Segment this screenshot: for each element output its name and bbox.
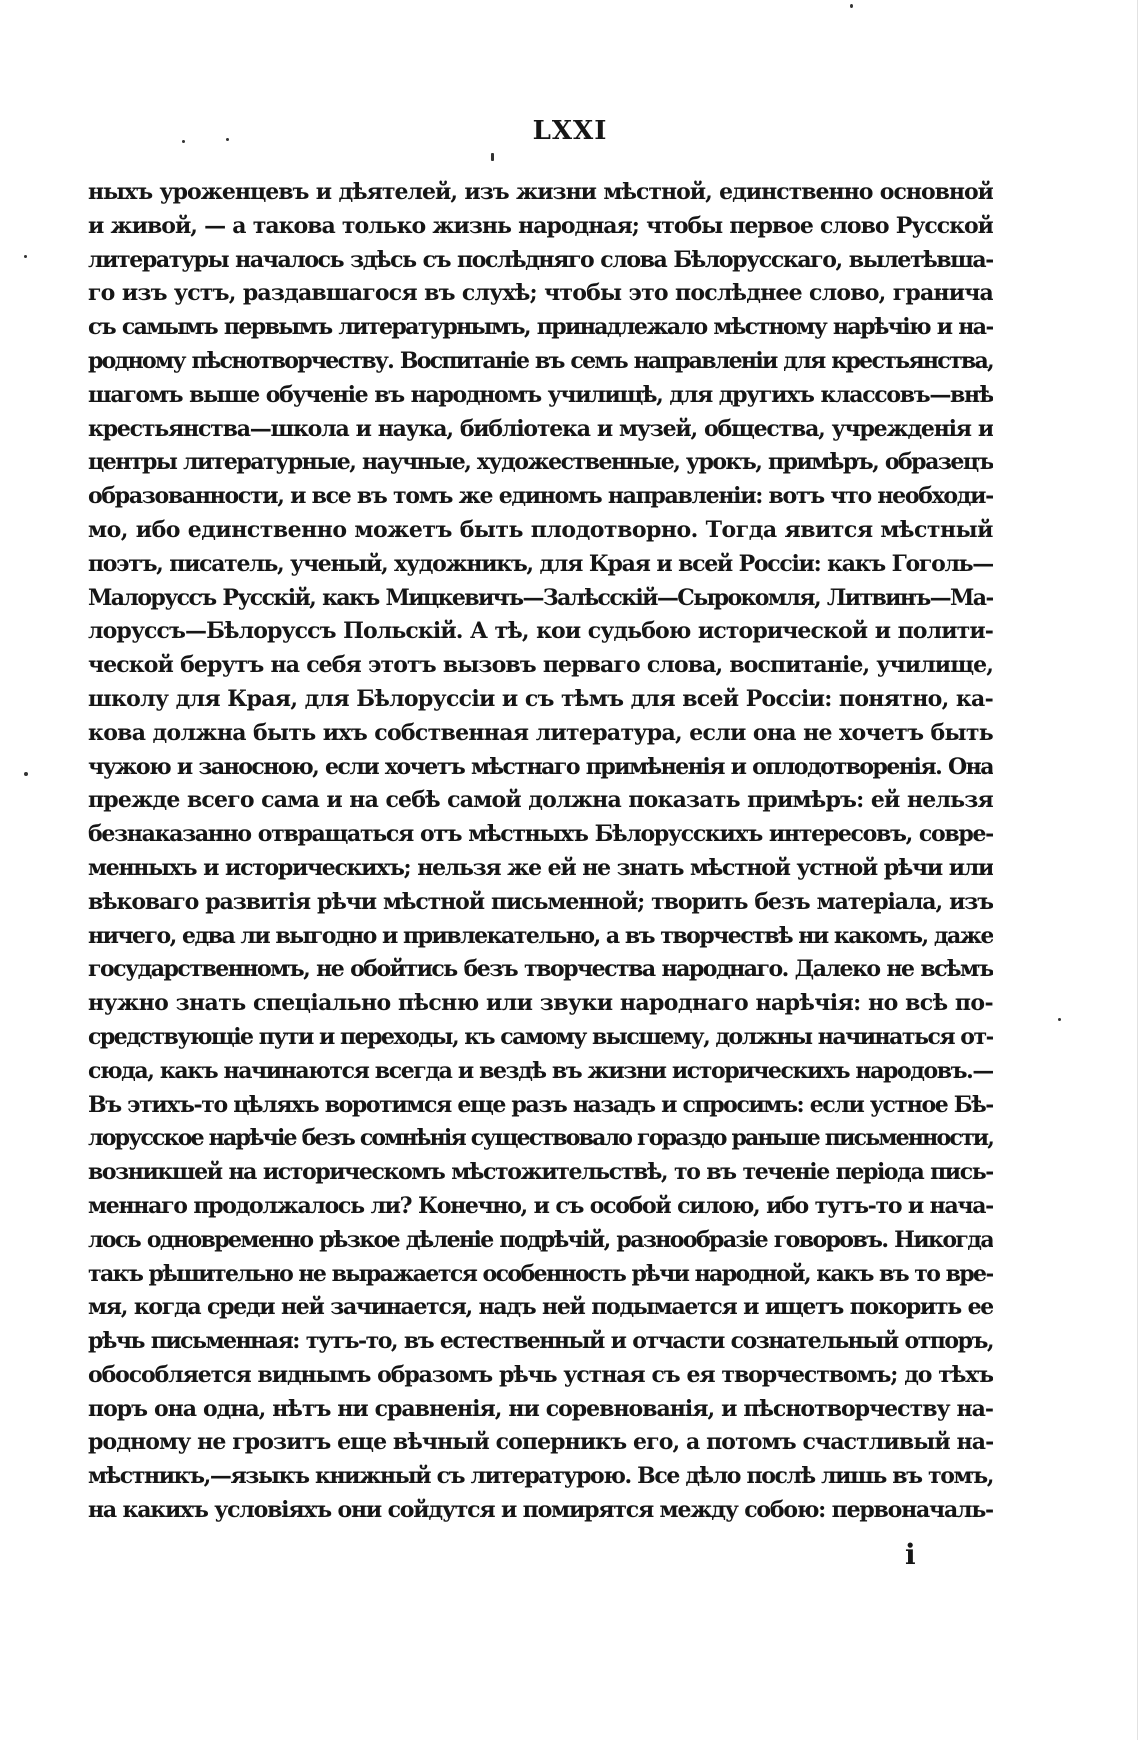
text-line: Малоруссъ Русскій, какъ Мицкевичъ—Залѣсскій—Сырокомля, Литвинъ—Ма-: [88, 584, 993, 611]
text-line: ничего, едва ли выгодно и привлекательно, а въ творчествѣ ни какомъ, даже: [88, 922, 993, 949]
text-line: родному не грозитъ еще вѣчный соперникъ его, а потомъ счастливый на-: [88, 1429, 993, 1456]
text-line: вѣковаго развитія рѣчи мѣстной письменной; творить безъ матеріала, изъ: [88, 888, 993, 915]
text-line: сюда, какъ начинаются всегда и вездѣ въ жизни историческихъ народовъ.—: [88, 1057, 993, 1084]
text-line: ческой берутъ на себя этотъ вызовъ перваго слова, воспитаніе, училище,: [88, 652, 993, 679]
text-line: такъ рѣшительно не выражается особенность рѣчи народной, какъ въ то вре-: [88, 1260, 993, 1287]
text-line: центры литературные, научные, художественные, урокъ, примѣръ, образецъ: [88, 449, 993, 476]
text-line: лоруссъ—Бѣлоруссъ Польскій. А тѣ, кои судьбою исторической и полити-: [88, 618, 993, 645]
text-line: шагомъ выше обученіе въ народномъ училищѣ, для другихъ классовъ—внѣ: [88, 381, 993, 408]
text-line: безнаказанно отвращаться отъ мѣстныхъ Бѣлорусскихъ интересовъ, совре-: [88, 821, 993, 848]
text-line: Въ этихъ-то цѣляхъ воротимся еще разъ назадъ и спросимъ: если устное Бѣ-: [88, 1091, 993, 1118]
scan-speck: [24, 255, 27, 258]
text-line: нужно знать спеціально пѣсню или звуки народнаго нарѣчія: но всѣ по-: [88, 990, 993, 1017]
text-line: литературы началось здѣсь съ послѣдняго слова Бѣлорусскаго, вылетѣвша-: [88, 246, 993, 273]
scan-speck: [182, 140, 185, 143]
text-line: го изъ устъ, раздавшагося въ слухѣ; чтобы это послѣднее слово, гранича: [88, 280, 993, 307]
text-line: ныхъ уроженцевъ и дѣятелей, изъ жизни мѣстной, единственно основной: [88, 179, 993, 205]
text-line: образованности, и все въ томъ же единомъ направленіи: вотъ что необходи-: [88, 483, 993, 510]
text-line: мя, когда среди ней зачинается, надъ ней подымается и ищетъ покорить ее: [88, 1294, 993, 1321]
scan-speck: [226, 138, 229, 141]
text-line: мо, ибо единственно можетъ быть плодотворно. Тогда явится мѣстный: [88, 516, 993, 543]
text-line: родному пѣснотворчеству. Воспитаніе въ семъ направленіи для крестьянства,: [88, 347, 993, 374]
text-line: лорусское нарѣчіе безъ сомнѣнія существовало гораздо раньше письменности,: [88, 1125, 993, 1152]
text-line: прежде всего сама и на себѣ самой должна показать примѣръ: ей нельзя: [88, 787, 993, 814]
scan-speck: [1058, 1018, 1061, 1021]
page-number-header: LXXI: [532, 116, 608, 146]
text-line: рѣчь письменная: тутъ-то, въ естественный и отчасти сознательный отпоръ,: [88, 1328, 993, 1355]
page-edge-line: [1137, 0, 1138, 1740]
text-line: мѣстникъ,—языкъ книжный съ литературою. Все дѣло послѣ лишь въ томъ,: [88, 1463, 993, 1490]
text-line: поръ она одна, нѣтъ ни сравненія, ни соревнованія, и пѣснотворчеству на-: [88, 1395, 993, 1422]
text-line: кова должна быть ихъ собственная литература, если она не хочетъ быть: [88, 719, 993, 746]
text-line: возникшей на историческомъ мѣстожительствѣ, то въ теченіе періода пись-: [88, 1159, 993, 1186]
text-line: крестьянства—школа и наука, библіотека и музей, общества, учрежденія и: [88, 415, 993, 442]
text-line: лось одновременно рѣзкое дѣленіе подрѣчій, разнообразіе говоровъ. Никогда: [88, 1226, 993, 1253]
text-line: государственномъ, не обойтись безъ творчества народнаго. Далеко не всѣмъ: [88, 956, 993, 983]
text-line: обособляется виднымъ образомъ рѣчь устная съ ея творчествомъ; до тѣхъ: [88, 1361, 993, 1388]
text-line: поэтъ, писатель, ученый, художникъ, для Края и всей Россіи: какъ Гоголь—: [88, 550, 993, 577]
scan-speck: [24, 772, 28, 776]
text-line: меннаго продолжалось ли? Конечно, и съ особой силою, ибо тутъ-то и нача-: [88, 1192, 993, 1219]
scan-speck: [491, 153, 494, 161]
text-line: на какихъ условіяхъ они сойдутся и помирятся между собою: первоначаль-: [88, 1497, 993, 1524]
text-line: съ самымъ первымъ литературнымъ, принадлежало мѣстному нарѣчію и на-: [88, 314, 993, 341]
text-line: и живой, — а такова только жизнь народная; чтобы первое слово Русской: [88, 212, 993, 239]
scan-speck: [850, 4, 853, 8]
body-text: [88, 176, 993, 1528]
text-line: чужою и заносною, если хочетъ мѣстнаго примѣненія и оплодотворенія. Она: [88, 753, 993, 780]
text-line: средствующіе пути и переходы, къ самому высшему, должны начинаться от-: [88, 1023, 993, 1050]
text-line: менныхъ и историческихъ; нельзя же ей не знать мѣстной устной рѣчи или: [88, 854, 993, 881]
text-line: школу для Края, для Бѣлоруссіи и съ тѣмъ для всей Россіи: понятно, ка-: [88, 685, 993, 712]
signature-mark: i: [905, 1538, 916, 1571]
